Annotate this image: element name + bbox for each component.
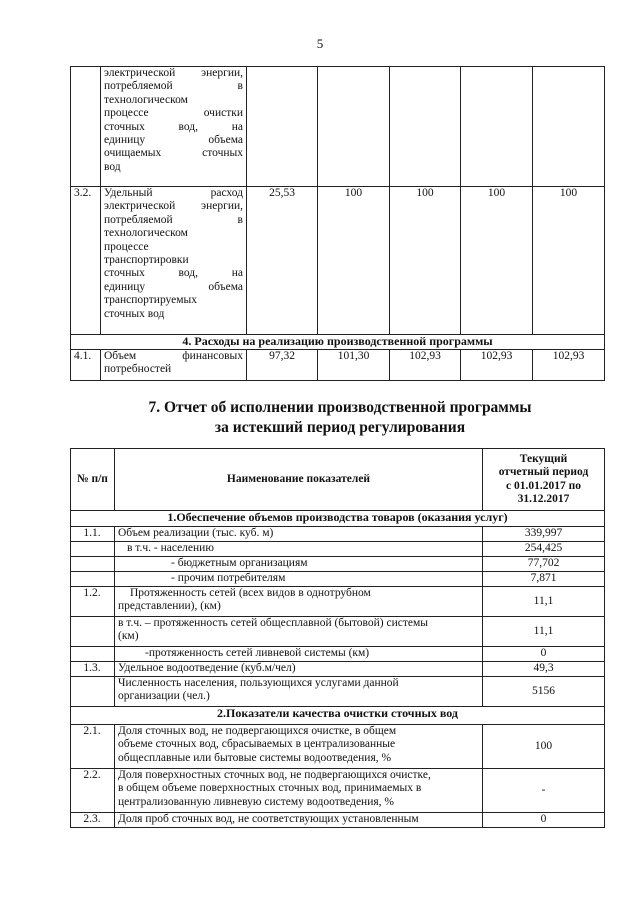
row-number-cell xyxy=(71,557,115,572)
header-row xyxy=(71,449,605,511)
table-row xyxy=(71,587,605,617)
row-number-cell: 1.1. xyxy=(71,527,115,542)
value-cell: 100 xyxy=(318,187,390,335)
table-row xyxy=(71,187,605,335)
table-row xyxy=(71,662,605,677)
value-cell: 102,93 xyxy=(390,350,461,381)
row-number-cell: 4.1. xyxy=(71,350,101,381)
header-col-period: Текущий отчетный период с 01.01.2017 по 31.12.2017 xyxy=(483,449,605,511)
table-row xyxy=(71,769,605,813)
value-cell: 5156 xyxy=(483,677,605,707)
indicator-name-cell: - бюджетным организациям xyxy=(115,557,483,572)
value-cell: 102,93 xyxy=(533,350,605,381)
table-row xyxy=(71,677,605,707)
table-row xyxy=(71,542,605,557)
indicator-name-cell: Объем реализации (тыс. куб. м) xyxy=(115,527,483,542)
section-title: 1.Обеспечение объемов производства товаров (оказания услуг) xyxy=(71,511,605,527)
value-cell: 100 xyxy=(390,187,461,335)
value-cell: 102,93 xyxy=(461,350,533,381)
value-cell: 11,1 xyxy=(483,587,605,617)
indicator-name-cell: в т.ч. - населению xyxy=(115,542,483,557)
indicator-name-cell: Доля проб сточных вод, не соответствующих установленным xyxy=(115,813,483,828)
section-title: 2.Показатели качества очистки сточных вод xyxy=(71,707,605,725)
indicator-name-cell: Доля поверхностных сточных вод, не подвергающихся очистке, в общем объеме поверхностных сточных вод, принимаемых в централизованную ливневую систему водоотведения, % xyxy=(115,769,483,813)
section-row xyxy=(71,511,605,527)
indicator-name-cell: Протяженность сетей (всех видов в однотрубном представлении), (км) xyxy=(115,587,483,617)
section-row xyxy=(71,335,605,350)
value-cell: 100 xyxy=(483,725,605,769)
value-cell: 100 xyxy=(533,187,605,335)
value-cell: - xyxy=(483,769,605,813)
report-table xyxy=(70,448,605,828)
indicator-name-cell: Численность населения, пользующихся услугами данной организации (чел.) xyxy=(115,677,483,707)
value-cell: 0 xyxy=(483,813,605,828)
row-number-cell: 2.3. xyxy=(71,813,115,828)
row-number-cell xyxy=(71,67,101,187)
table-row xyxy=(71,67,605,187)
table-row xyxy=(71,527,605,542)
row-number-cell: 2.2. xyxy=(71,769,115,813)
row-number-cell xyxy=(71,572,115,587)
table-row xyxy=(71,350,605,381)
value-cell: 77,702 xyxy=(483,557,605,572)
value-cell xyxy=(247,67,318,187)
row-number-cell xyxy=(71,647,115,662)
value-cell: 101,30 xyxy=(318,350,390,381)
indicator-name-cell: Удельный расход электрической энергии, потребляемой в технологическом процессе транспортировки сточных вод, на единицу объема транспортируемых сточных вод xyxy=(101,187,247,335)
indicator-name-cell: Доля сточных вод, не подвергающихся очистке, в общем объеме сточных вод, сбрасываемых в централизованные общесплавные или бытовые системы водоотведения, % xyxy=(115,725,483,769)
value-cell: 100 xyxy=(461,187,533,335)
section-heading-line2: за истекший период регулирования xyxy=(214,419,466,436)
header-col-name: Наименование показателей xyxy=(115,449,483,511)
value-cell: 339,997 xyxy=(483,527,605,542)
section-title: 4. Расходы на реализацию производственной программы xyxy=(71,335,605,350)
row-number-cell xyxy=(71,617,115,647)
value-cell: 49,3 xyxy=(483,662,605,677)
page-number: 5 xyxy=(316,36,324,51)
value-cell: 0 xyxy=(483,647,605,662)
table-row xyxy=(71,725,605,769)
section-row xyxy=(71,707,605,725)
indicator-name-cell: в т.ч. – протяженность сетей общесплавной (бытовой) системы (км) xyxy=(115,617,483,647)
section-heading-line1: 7. Отчет об исполнении производственной программы xyxy=(148,399,532,416)
indicator-name-cell: Объем финансовых потребностей xyxy=(101,350,247,381)
indicators-table-continued xyxy=(70,66,605,381)
indicator-name-cell: -протяженность сетей ливневой системы (км) xyxy=(115,647,483,662)
header-col-number: № п/п xyxy=(71,449,115,511)
value-cell: 254,425 xyxy=(483,542,605,557)
row-number-cell xyxy=(71,677,115,707)
row-number-cell: 2.1. xyxy=(71,725,115,769)
value-cell: 25,53 xyxy=(247,187,318,335)
value-cell xyxy=(390,67,461,187)
value-cell xyxy=(461,67,533,187)
table-row xyxy=(71,647,605,662)
table-row xyxy=(71,813,605,828)
value-cell: 7,871 xyxy=(483,572,605,587)
row-number-cell: 1.2. xyxy=(71,587,115,617)
table-row xyxy=(71,572,605,587)
indicator-name-cell: электрической энергии, потребляемой в технологическом процессе очистки сточных вод, на единицу объема очищаемых сточных вод xyxy=(101,67,247,187)
value-cell xyxy=(533,67,605,187)
indicator-name-cell: Удельное водоотведение (куб.м/чел) xyxy=(115,662,483,677)
value-cell xyxy=(318,67,390,187)
table-row xyxy=(71,557,605,572)
row-number-cell: 3.2. xyxy=(71,187,101,335)
row-number-cell: 1.3. xyxy=(71,662,115,677)
value-cell: 11,1 xyxy=(483,617,605,647)
value-cell: 97,32 xyxy=(247,350,318,381)
table-row xyxy=(71,617,605,647)
row-number-cell xyxy=(71,542,115,557)
indicator-name-cell: - прочим потребителям xyxy=(115,572,483,587)
